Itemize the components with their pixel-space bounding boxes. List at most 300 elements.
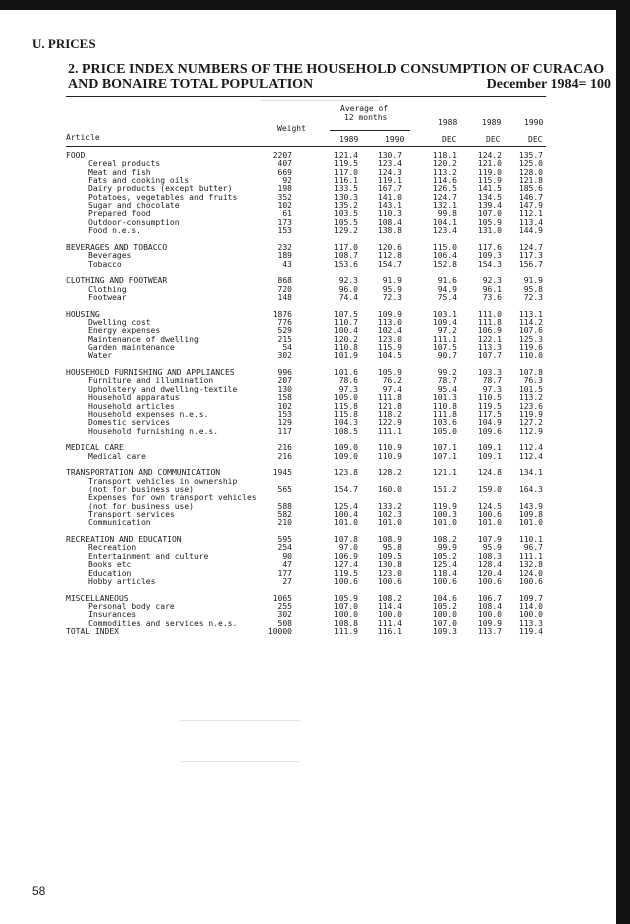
cell-a89: 125.4 — [333, 501, 358, 511]
row-label: Education — [88, 568, 132, 578]
cell-d90: 124.0 — [518, 568, 543, 578]
cell-d89: 111.0 — [477, 309, 502, 319]
cell-d90: 107.6 — [518, 326, 543, 336]
cell-a89: 101.9 — [333, 351, 358, 361]
table-row — [66, 286, 546, 294]
cell-a89: 106.9 — [333, 551, 358, 561]
average-underline — [330, 130, 410, 131]
cell-d89: 103.3 — [477, 368, 502, 378]
cell-d88: 125.4 — [432, 560, 457, 570]
dec-header-1988: DEC — [442, 135, 457, 144]
cell-d88: 124.7 — [432, 192, 457, 202]
dec-header-1990: DEC — [528, 135, 543, 144]
cell-d90: 156.7 — [518, 259, 543, 269]
cell-d89: 120.4 — [477, 568, 502, 578]
cell-d88: 113.2 — [432, 167, 457, 177]
cell-a89: 116.1 — [333, 176, 358, 186]
cell-weight: 130 — [277, 384, 292, 394]
cell-d89: 109.9 — [477, 618, 502, 628]
cell-d90: 76.3 — [523, 376, 543, 386]
cell-d88: 99.2 — [437, 368, 457, 378]
cell-d88: 121.1 — [432, 468, 457, 478]
row-label: Household expenses n.e.s. — [88, 409, 209, 419]
cell-d90: 125.3 — [518, 334, 543, 344]
cell-weight: 254 — [277, 543, 292, 553]
cell-a89: 104.3 — [333, 418, 358, 428]
cell-d90: 119.9 — [518, 409, 543, 419]
bleed-through-mark — [180, 720, 300, 762]
cell-a90: 113.0 — [377, 318, 402, 328]
cell-a90: 119.1 — [377, 176, 402, 186]
cell-a90: 104.5 — [377, 351, 402, 361]
cell-a90: 72.3 — [382, 292, 402, 302]
cell-d88: 111.8 — [432, 409, 457, 419]
row-label: MEDICAL CARE — [66, 443, 124, 453]
cell-d90: 100.0 — [518, 610, 543, 620]
cell-a89: 97.0 — [338, 543, 358, 553]
cell-a89: 107.8 — [333, 535, 358, 545]
cell-d89: 110.5 — [477, 393, 502, 403]
row-label: Expenses for own transport vehicles — [88, 493, 257, 503]
cell-a90: 76.2 — [382, 376, 402, 386]
row-label: Entertainment and culture — [88, 551, 209, 561]
cell-a90: 95.8 — [382, 543, 402, 553]
cell-d89: 109.1 — [477, 443, 502, 453]
table-row — [66, 261, 546, 269]
cell-a89: 100.4 — [333, 326, 358, 336]
cell-a89: 105.5 — [333, 217, 358, 227]
cell-d88: 118.4 — [432, 568, 457, 578]
table-row — [66, 561, 546, 569]
cell-a89: 119.5 — [333, 568, 358, 578]
cell-d90: 101.0 — [518, 518, 543, 528]
year-1988-dec-header: 1988 — [438, 118, 458, 127]
cell-d89: 113.7 — [477, 626, 502, 636]
cell-d88: 75.4 — [437, 292, 457, 302]
cell-weight: 47 — [282, 560, 292, 570]
cell-weight: 720 — [277, 284, 292, 294]
cell-d90: 128.0 — [518, 167, 543, 177]
table-title-line1: 2. PRICE INDEX NUMBERS OF THE HOUSEHOLD CONSUMPTION OF CURACAO — [68, 62, 605, 77]
cell-a90: 108.9 — [377, 535, 402, 545]
cell-a90: 115.9 — [377, 343, 402, 353]
cell-a89: 133.5 — [333, 184, 358, 194]
cell-d90: 72.3 — [523, 292, 543, 302]
cell-d90: 91.9 — [523, 276, 543, 286]
cell-d89: 134.5 — [477, 192, 502, 202]
row-label: Garden maintenance — [88, 343, 175, 353]
row-label: Clothing — [88, 284, 127, 294]
year-1989-header: 1989 — [339, 135, 359, 144]
row-label: Medical care — [88, 451, 146, 461]
cell-d90: 113.4 — [518, 217, 543, 227]
row-label: Footwear — [88, 292, 127, 302]
row-label: Household articles — [88, 401, 175, 411]
cell-a90: 130.7 — [377, 151, 402, 160]
cell-a89: 115.8 — [333, 409, 358, 419]
cell-a89: 97.3 — [338, 384, 358, 394]
average-header-l1: Average of — [340, 104, 389, 113]
cell-a89: 100.4 — [333, 510, 358, 520]
cell-d90: 119.6 — [518, 343, 543, 353]
cell-weight: 215 — [277, 334, 292, 344]
cell-d88: 126.5 — [432, 184, 457, 194]
row-label: TRANSPORTATION AND COMMUNICATION — [66, 468, 221, 478]
row-label: CLOTHING AND FOOTWEAR — [66, 276, 168, 286]
row-label: Cereal products — [88, 159, 161, 169]
cell-weight: 1065 — [272, 593, 292, 603]
cell-a90: 118.2 — [377, 409, 402, 419]
cell-d89: 101.0 — [477, 518, 502, 528]
scan-right-border — [616, 0, 630, 924]
cell-d90: 101.5 — [518, 384, 543, 394]
cell-d90: 164.3 — [518, 485, 543, 495]
cell-d88: 111.1 — [432, 334, 457, 344]
row-label: Personal body care — [88, 601, 175, 611]
weight-header: Weight — [277, 124, 306, 133]
cell-weight: 117 — [277, 426, 292, 436]
cell-d88: 95.4 — [437, 384, 457, 394]
article-header: Article — [66, 133, 100, 142]
cell-a90: 112.8 — [377, 251, 402, 261]
row-label: Potatoes, vegetables and fruits — [88, 192, 238, 202]
cell-d89: 100.0 — [477, 610, 502, 620]
row-label: Books etc — [88, 560, 132, 570]
cell-d90: 113.1 — [518, 309, 543, 319]
cell-a90: 110.3 — [377, 209, 402, 219]
cell-a90: 111.1 — [377, 426, 402, 436]
cell-d90: 110.0 — [518, 351, 543, 361]
cell-a89: 92.3 — [338, 276, 358, 286]
row-label: Commodities and services n.e.s. — [88, 618, 238, 628]
cell-a89: 107.5 — [333, 309, 358, 319]
cell-weight: 232 — [277, 242, 292, 252]
cell-d88: 91.6 — [437, 276, 457, 286]
cell-weight: 352 — [277, 192, 292, 202]
cell-a89: 101.6 — [333, 368, 358, 378]
cell-weight: 102 — [277, 401, 292, 411]
cell-d89: 106.9 — [477, 326, 502, 336]
cell-d89: 124.8 — [477, 468, 502, 478]
cell-a89: 117.0 — [333, 167, 358, 177]
row-label: Transport vehicles in ownership — [88, 476, 238, 486]
cell-d88: 104.1 — [432, 217, 457, 227]
table-row — [66, 519, 546, 527]
cell-a89: 105.9 — [333, 593, 358, 603]
cell-d90: 134.1 — [518, 468, 543, 478]
cell-a89: 101.0 — [333, 518, 358, 528]
cell-a90: 102.4 — [377, 326, 402, 336]
cell-d89: 109.6 — [477, 426, 502, 436]
cell-a89: 111.9 — [333, 626, 358, 636]
row-label: Transport services — [88, 510, 175, 520]
cell-a90: 130.8 — [377, 560, 402, 570]
table-top-rule — [66, 96, 546, 97]
cell-d88: 107.1 — [432, 443, 457, 453]
cell-d90: 114.0 — [518, 601, 543, 611]
cell-d89: 113.3 — [477, 343, 502, 353]
cell-d88: 100.6 — [432, 576, 457, 586]
cell-d88: 152.8 — [432, 259, 457, 269]
cell-d90: 143.9 — [518, 501, 543, 511]
cell-a90: 128.2 — [377, 468, 402, 478]
cell-weight: 302 — [277, 610, 292, 620]
table-row — [66, 628, 546, 636]
cell-weight: 595 — [277, 535, 292, 545]
table-base-period: December 1984= 100 — [486, 77, 611, 92]
cell-d88: 109.3 — [432, 626, 457, 636]
table-title-line2 — [68, 77, 611, 92]
cell-weight: 153 — [277, 409, 292, 419]
cell-d88: 123.4 — [432, 226, 457, 236]
cell-d88: 103.1 — [432, 309, 457, 319]
cell-d88: 107.5 — [432, 343, 457, 353]
cell-a89: 130.3 — [333, 192, 358, 202]
dec-header-1989: DEC — [486, 135, 501, 144]
cell-d88: 118.1 — [432, 151, 457, 160]
cell-d90: 123.6 — [518, 401, 543, 411]
table-row — [66, 294, 546, 302]
cell-a89: 123.8 — [333, 468, 358, 478]
average-header-l2: 12 months — [344, 113, 388, 122]
cell-weight: 27 — [282, 576, 292, 586]
cell-a90: 95.9 — [382, 284, 402, 294]
cell-weight: 90 — [282, 551, 292, 561]
cell-a90: 100.6 — [377, 576, 402, 586]
row-label: HOUSEHOLD FURNISHING AND APPLIANCES — [66, 368, 235, 378]
cell-a90: 110.9 — [377, 443, 402, 453]
cell-d89: 108.3 — [477, 551, 502, 561]
cell-weight: 173 — [277, 217, 292, 227]
table-row — [66, 344, 546, 352]
cell-weight: 565 — [277, 485, 292, 495]
cell-weight: 996 — [277, 368, 292, 378]
cell-d89: 119.5 — [477, 401, 502, 411]
row-label: HOUSING — [66, 309, 100, 319]
cell-d90: 96.7 — [523, 543, 543, 553]
row-label: Dwelling cost — [88, 318, 151, 328]
cell-d89: 100.6 — [477, 576, 502, 586]
row-label: Recreation — [88, 543, 137, 553]
row-label: Food n.e.s. — [88, 226, 141, 236]
cell-a89: 109.0 — [333, 443, 358, 453]
cell-d89: 97.3 — [482, 384, 502, 394]
row-label: Hobby articles — [88, 576, 156, 586]
cell-d90: 112.4 — [518, 451, 543, 461]
cell-a90: 105.9 — [377, 368, 402, 378]
page-number: 58 — [32, 884, 46, 898]
cell-d90: 113.3 — [518, 618, 543, 628]
cell-d89: 128.4 — [477, 560, 502, 570]
cell-d89: 154.3 — [477, 259, 502, 269]
cell-a90: 91.9 — [382, 276, 402, 286]
cell-d90: 147.9 — [518, 201, 543, 211]
row-label: Tobacco — [88, 259, 122, 269]
cell-d88: 106.4 — [432, 251, 457, 261]
cell-a89: 109.0 — [333, 451, 358, 461]
cell-a89: 100.0 — [333, 610, 358, 620]
cell-d88: 114.6 — [432, 176, 457, 186]
cell-d89: 124.2 — [477, 151, 502, 160]
cell-a90: 167.7 — [377, 184, 402, 194]
cell-a90: 111.4 — [377, 618, 402, 628]
cell-weight: 216 — [277, 443, 292, 453]
cell-weight: 189 — [277, 251, 292, 261]
table-row — [66, 603, 546, 611]
cell-weight: 407 — [277, 159, 292, 169]
cell-d89: 92.3 — [482, 276, 502, 286]
row-label: Domestic services — [88, 418, 170, 428]
row-label: Furniture and illumination — [88, 376, 214, 386]
cell-a90: 120.6 — [377, 242, 402, 252]
cell-weight: 508 — [277, 618, 292, 628]
cell-weight: 43 — [282, 259, 292, 269]
cell-weight: 153 — [277, 226, 292, 236]
cell-d89: 105.9 — [477, 217, 502, 227]
cell-a90: 116.1 — [377, 626, 402, 636]
cell-a90: 110.9 — [377, 451, 402, 461]
cell-d90: 124.7 — [518, 242, 543, 252]
table-row — [66, 536, 546, 544]
table-title-population: AND BONAIRE TOTAL POPULATION — [68, 77, 314, 92]
cell-d90: 95.8 — [523, 284, 543, 294]
cell-d90: 112.4 — [518, 443, 543, 453]
cell-a90: 141.0 — [377, 192, 402, 202]
cell-weight: 529 — [277, 326, 292, 336]
cell-weight: 210 — [277, 518, 292, 528]
row-label: Maintenance of dwelling — [88, 334, 199, 344]
table-row — [66, 453, 546, 461]
cell-a89: 78.6 — [338, 376, 358, 386]
cell-a90: 123.4 — [377, 159, 402, 169]
cell-weight: 868 — [277, 276, 292, 286]
cell-d90: 119.4 — [518, 626, 543, 636]
cell-d88: 132.1 — [432, 201, 457, 211]
cell-weight: 148 — [277, 292, 292, 302]
cell-weight: 177 — [277, 568, 292, 578]
table-row — [66, 428, 546, 436]
cell-d90: 109.7 — [518, 593, 543, 603]
row-label: Prepared food — [88, 209, 151, 219]
cell-d89: 95.9 — [482, 543, 502, 553]
cell-d88: 120.2 — [432, 159, 457, 169]
table-row — [66, 252, 546, 260]
cell-d90: 146.7 — [518, 192, 543, 202]
table-row — [66, 620, 546, 628]
cell-a89: 96.0 — [338, 284, 358, 294]
row-label: FOOD — [66, 151, 86, 160]
row-label: Beverages — [88, 251, 132, 261]
cell-d88: 104.6 — [432, 593, 457, 603]
cell-a90: 160.0 — [377, 485, 402, 495]
cell-a90: 109.9 — [377, 309, 402, 319]
cell-d89: 121.0 — [477, 159, 502, 169]
row-label: Energy expenses — [88, 326, 161, 336]
year-1990-dec-header: 1990 — [524, 118, 544, 127]
cell-d89: 109.3 — [477, 251, 502, 261]
row-label: Water — [88, 351, 113, 361]
cell-a89: 120.2 — [333, 334, 358, 344]
cell-a90: 111.8 — [377, 393, 402, 403]
row-label: Meat and fish — [88, 167, 151, 177]
table-row — [66, 578, 546, 586]
cell-d88: 103.6 — [432, 418, 457, 428]
cell-a89: 110.7 — [333, 318, 358, 328]
cell-a90: 101.0 — [377, 518, 402, 528]
cell-a89: 110.8 — [333, 343, 358, 353]
cell-d88: 108.2 — [432, 535, 457, 545]
cell-d89: 100.6 — [477, 510, 502, 520]
cell-a89: 127.4 — [333, 560, 358, 570]
year-1990-header: 1990 — [385, 135, 405, 144]
row-label: Household apparatus — [88, 393, 180, 403]
cell-weight: 207 — [277, 376, 292, 386]
cell-d90: 185.6 — [518, 184, 543, 194]
cell-d90: 112.9 — [518, 426, 543, 436]
cell-d89: 159.0 — [477, 485, 502, 495]
cell-a90: 109.5 — [377, 551, 402, 561]
cell-a90: 102.3 — [377, 510, 402, 520]
cell-weight: 588 — [277, 501, 292, 511]
cell-d89: 119.0 — [477, 167, 502, 177]
cell-a90: 121.8 — [377, 401, 402, 411]
table-row — [66, 553, 546, 561]
cell-d89: 109.1 — [477, 451, 502, 461]
cell-a89: 74.4 — [338, 292, 358, 302]
cell-d89: 115.9 — [477, 176, 502, 186]
cell-d89: 117.5 — [477, 409, 502, 419]
cell-d88: 100.3 — [432, 510, 457, 520]
cell-a89: 107.0 — [333, 601, 358, 611]
table-heading — [68, 62, 611, 92]
cell-a89: 154.7 — [333, 485, 358, 495]
row-label: Dairy products (except butter) — [88, 184, 233, 194]
cell-d89: 107.9 — [477, 535, 502, 545]
year-1989-dec-header: 1989 — [482, 118, 502, 127]
cell-d89: 141.5 — [477, 184, 502, 194]
row-label: Household furnishing n.e.s. — [88, 426, 219, 436]
table-row — [66, 352, 546, 360]
row-label: Outdoor-consumption — [88, 217, 180, 227]
cell-a90: 108.4 — [377, 217, 402, 227]
cell-d88: 115.0 — [432, 242, 457, 252]
cell-a89: 103.5 — [333, 209, 358, 219]
cell-a90: 138.8 — [377, 226, 402, 236]
cell-d90: 107.8 — [518, 368, 543, 378]
table-row — [66, 277, 546, 285]
cell-weight: 255 — [277, 601, 292, 611]
cell-a89: 115.8 — [333, 401, 358, 411]
cell-d89: 111.8 — [477, 318, 502, 328]
row-label: Fats and cooking oils — [88, 176, 190, 186]
cell-d88: 151.2 — [432, 485, 457, 495]
cell-a90: 143.1 — [377, 201, 402, 211]
row-label: (not for business use) — [88, 501, 194, 511]
cell-a90: 123.0 — [377, 334, 402, 344]
cell-a90: 122.9 — [377, 418, 402, 428]
cell-d88: 99.9 — [437, 543, 457, 553]
cell-d88: 90.7 — [437, 351, 457, 361]
cell-a89: 121.4 — [333, 151, 358, 160]
row-label: (not for business use) — [88, 485, 194, 495]
cell-d90: 112.1 — [518, 209, 543, 219]
cell-d90: 117.3 — [518, 251, 543, 261]
cell-weight: 102 — [277, 201, 292, 211]
cell-a90: 124.3 — [377, 167, 402, 177]
cell-d88: 101.0 — [432, 518, 457, 528]
price-index-table — [66, 152, 546, 636]
cell-d90: 110.1 — [518, 535, 543, 545]
